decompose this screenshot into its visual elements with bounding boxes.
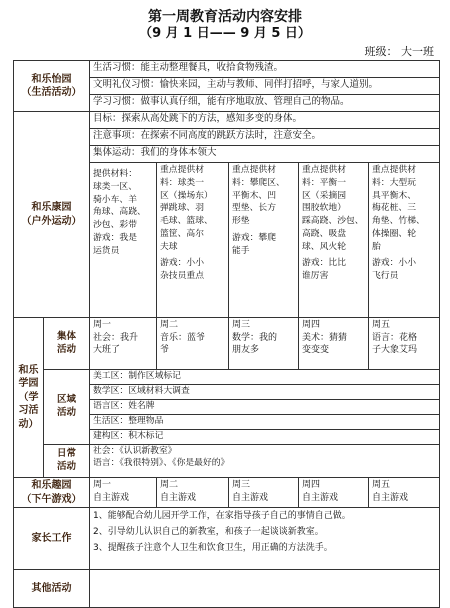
life-row: 文明礼仪习惯：愉快来园，主动与教师、同伴打招呼，与家人道别。 [90, 78, 440, 95]
date-range: （9 月 1 日—— 9 月 5 日） [139, 26, 311, 41]
study-section-header: 和乐 学园 （学 习活 动） [14, 318, 44, 478]
parents-item: 3、提醒孩子注意个人卫生和饮食卫生，用正确的方法洗手。 [93, 542, 333, 553]
page-title: 第一周教育活动内容安排 [148, 9, 302, 25]
group-activity-cell: 周五 语言：花格 子大象艾玛 [369, 318, 440, 370]
play-cell: 周二 自主游戏 [157, 478, 229, 508]
daily-activity-content: 社会：《认识新教室》 语言：《我很特别》、《你是最好的》 [90, 445, 440, 478]
parents-content [90, 508, 440, 570]
life-section-header: 和乐怡园 （生活活动） [14, 61, 90, 112]
life-row: 生活习惯：能主动整理餐具，收拾食物残渣。 [90, 61, 440, 78]
health-note: 注意事项：在探索不同高度的跳跃方法时，注意安全。 [90, 129, 440, 146]
parents-item: 1、能够配合幼儿园开学工作，在家指导孩子自己的事情自己做。 [93, 511, 351, 521]
area-activity-item: 语言区：姓名牌 [90, 400, 440, 415]
health-goal: 目标：探索从高处跳下的方法，感知多变的身体。 [90, 112, 440, 129]
play-cell: 周三 自主游戏 [229, 478, 299, 508]
play-cell: 周五 自主游戏 [369, 478, 440, 508]
health-zone: 重点提供材 料：攀爬区、 平衡木、凹 型垫、长方 形垫 游戏：攀爬 能手 [229, 163, 299, 318]
life-row: 学习习惯：做事认真仔细，能有序地取放、管理自己的物品。 [90, 95, 440, 112]
health-zone: 重点提供材 料：球类一 区（操场东） 弹跳球、羽 毛球、篮球、 篮筐、高尔 夫球 游戏：小小 杂技员重点 [157, 163, 229, 318]
group-activity-cell: 周三 数学：我的 朋友多 [229, 318, 299, 370]
group-activity-cell: 周二 音乐：蓝爷 爷 [157, 318, 229, 370]
play-cell: 周一 自主游戏 [90, 478, 157, 508]
daily-activity-label: 日常 活动 [44, 445, 90, 478]
health-zone: 提供材料： 球类一区、 骑小车、羊 角球、高跷、 沙包、彩带 游戏：我是 运货员 [90, 163, 157, 318]
area-activity-item: 建构区：积木标记 [90, 430, 440, 445]
health-section-header: 和乐康园 （户外运动） [14, 112, 90, 318]
parents-section-header: 家长工作 [14, 508, 90, 570]
play-cell: 周四 自主游戏 [299, 478, 369, 508]
health-group: 集体运动：我们的身体本领大 [90, 146, 440, 163]
group-activity-cell: 周四 美术：猜猜 变变变 [299, 318, 369, 370]
area-activity-label: 区域 活动 [44, 370, 90, 445]
health-zone: 重点提供材 料：平衡一 区（采摘园 围胶软地） 踩高跷、沙包、 高跷、吸盘 球、风火轮 游戏：比比 谁厉害 [299, 163, 369, 318]
parents-item: 2、引导幼儿认识自己的新教室，和孩子一起谈谈新教室。 [93, 526, 324, 537]
play-section-header: 和乐趣园 （下午游戏） [14, 478, 90, 508]
group-activity-cell: 周一 社会：我升 大班了 [90, 318, 157, 370]
area-activity-item: 数学区：区域材料大调查 [90, 385, 440, 400]
class-label: 班级： 大一班 [364, 45, 434, 58]
area-activity-item: 美工区：制作区域标记 [90, 370, 440, 385]
group-activity-label: 集体 活动 [44, 318, 90, 370]
other-section-header: 其他活动 [14, 570, 90, 608]
schedule-table [13, 60, 440, 608]
other-content [90, 570, 440, 608]
health-zone: 重点提供材 料：大型玩 具平衡木、 梅花桩、三 角垫、竹梯、 体操圈、轮 胎 游戏：小小 飞行员 [369, 163, 440, 318]
area-activity-item: 生活区：整理物品 [90, 415, 440, 430]
